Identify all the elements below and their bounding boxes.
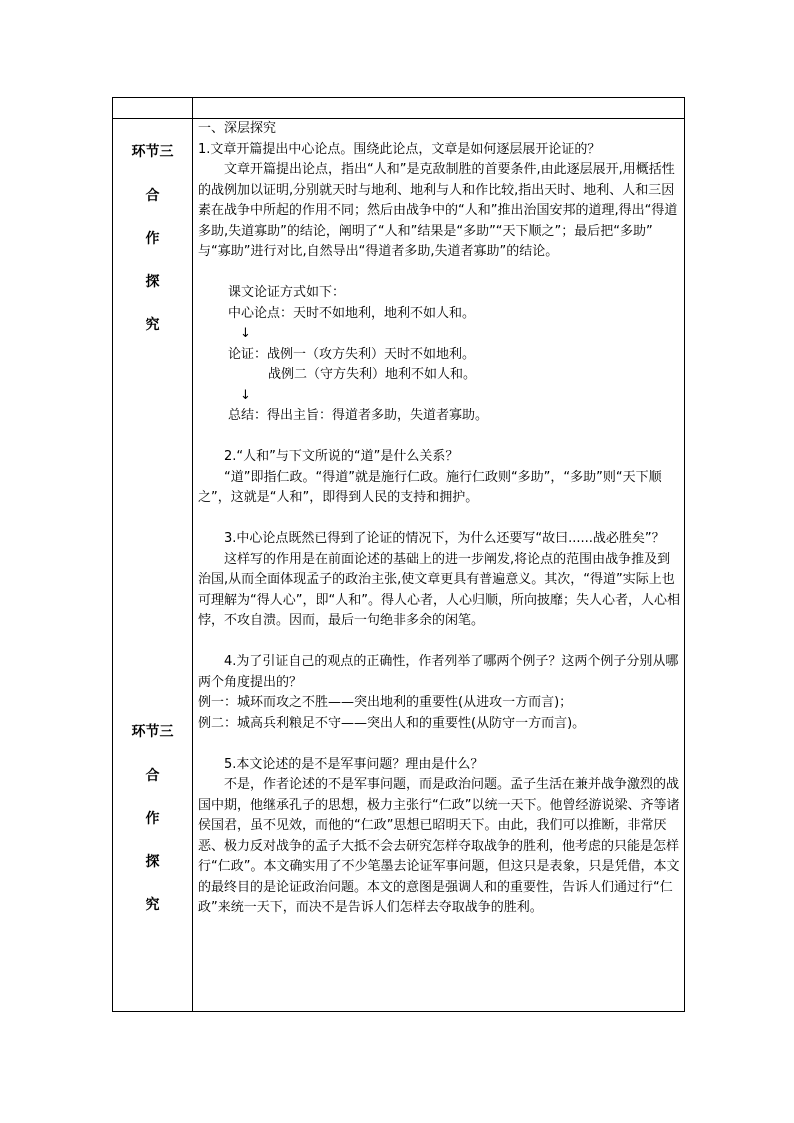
stage-char: 合	[145, 188, 160, 204]
stage-char: 作	[145, 811, 160, 827]
argument-diagram-center: 中心论点：天时不如地利，地利不如人和。	[228, 305, 476, 321]
down-arrow-icon: ↓	[240, 387, 251, 403]
stage-char: 究	[145, 897, 160, 913]
answer-2: “道”即指仁政。“得道”就是施行仁政。施行仁政则“多助”，“多助”则“天下顺之”，这就是“人和”，即得到人民的支持和拥护。	[198, 469, 662, 505]
down-arrow-icon: ↓	[240, 326, 251, 341]
answer-3: 这样写的作用是在前面论述的基础上的进一步阐发,将论点的范围由战争推及到治国,从而全面体现孟子的政治主张,使文章更具有普遍意义。其次，“得道”实际上也可理解为“得人心”，即“人和”。得人心者，人心归顺，所向披靡；失人心者，人心相悖，不攻自溃。因而，最后一句绝非多余的闲笔。	[198, 551, 680, 628]
question-2: 2.“人和”与下文所说的“道”是什么关系？	[224, 449, 459, 464]
section-heading: 一、深层探究	[198, 121, 277, 136]
question-5: 5.本文论述的是不是军事问题？理由是什么？	[224, 756, 484, 772]
answer-4-example-2: 例二：城高兵利粮足不守——突出人和的重要性(从防守一方而言)。	[198, 715, 586, 731]
answer-5: 不是，作者论述的不是军事问题，而是政治问题。孟子生活在兼并战争激烈的战国中期，他继承孔子的思想，极力主张行“仁政”以统一天下。他曾经游说梁、齐等诸侯国君，虽不见效，而他的“仁政”思想已昭明天下。由此，我们可以推断，非常厌恶、极力反对战争的孟子大抵不会去研究怎样夺取战争的胜利，他考虑的只能是怎样行“仁政”。本文确实用了不少笔墨去论证军事问题，但这只是表象，只是凭借，本文的最终目的是论证政治问题。本文的意图是强调人和的重要性，告诉人们通过行“仁政”来统一天下，而决不是告诉人们怎样去夺取战争的胜利。	[198, 777, 680, 915]
stage-title: 环节三	[131, 144, 174, 160]
question-3: 3.中心论点既然已得到了论证的情况下，为什么还要写“故曰......战必胜矣”？	[224, 531, 665, 546]
stage-label-bottom	[113, 722, 192, 938]
stage-label-top	[113, 142, 192, 358]
question-4: 4.为了引证自己的观点的正确性，作者列举了哪两个例子？这两个例子分别从哪两个角度提出的？	[198, 654, 679, 690]
column-divider	[192, 98, 193, 1011]
stage-char: 作	[145, 231, 160, 247]
answer-1: 文章开篇提出论点，指出“人和”是克敌制胜的首要条件,由此逐层展开,用概括性的战例加以证明,分别就天时与地利、地利与人和作比较,指出天时、地利、人和三因素在战争中所起的作用不同；然后由战争中的“人和”推出治国安邦的道理,得出“得道多助,失道寡助”的结论，阐明了“人和”结果是“多助”“天下顺之”；最后把“多助” 与“寡助”进行对比,自然导出“得道者多助,失道者寡助”的结论。	[198, 162, 678, 259]
stage-char: 合	[145, 768, 160, 784]
argument-diagram-case-1: 论证：战例一（攻方失利）天时不如地利。	[228, 346, 476, 362]
stage-char: 探	[145, 274, 160, 290]
stage-char: 探	[145, 854, 160, 870]
lesson-table	[112, 97, 685, 1012]
argument-diagram-case-2: 战例二（守方失利）地利不如人和。	[268, 367, 477, 382]
argument-diagram-intro: 课文论证方式如下：	[228, 285, 346, 300]
stage-title: 环节三	[131, 724, 174, 740]
question-1: 1.文章开篇提出中心论点。围绕此论点，文章是如何逐层展开论证的？	[198, 141, 601, 157]
content-cell	[198, 119, 682, 919]
argument-diagram-conclusion: 总结：得出主旨：得道者多助，失道者寡助。	[228, 408, 489, 423]
answer-4-example-1: 例一：城环而攻之不胜——突出地利的重要性(从进攻一方而言)；	[198, 695, 573, 710]
stage-char: 究	[145, 317, 160, 333]
